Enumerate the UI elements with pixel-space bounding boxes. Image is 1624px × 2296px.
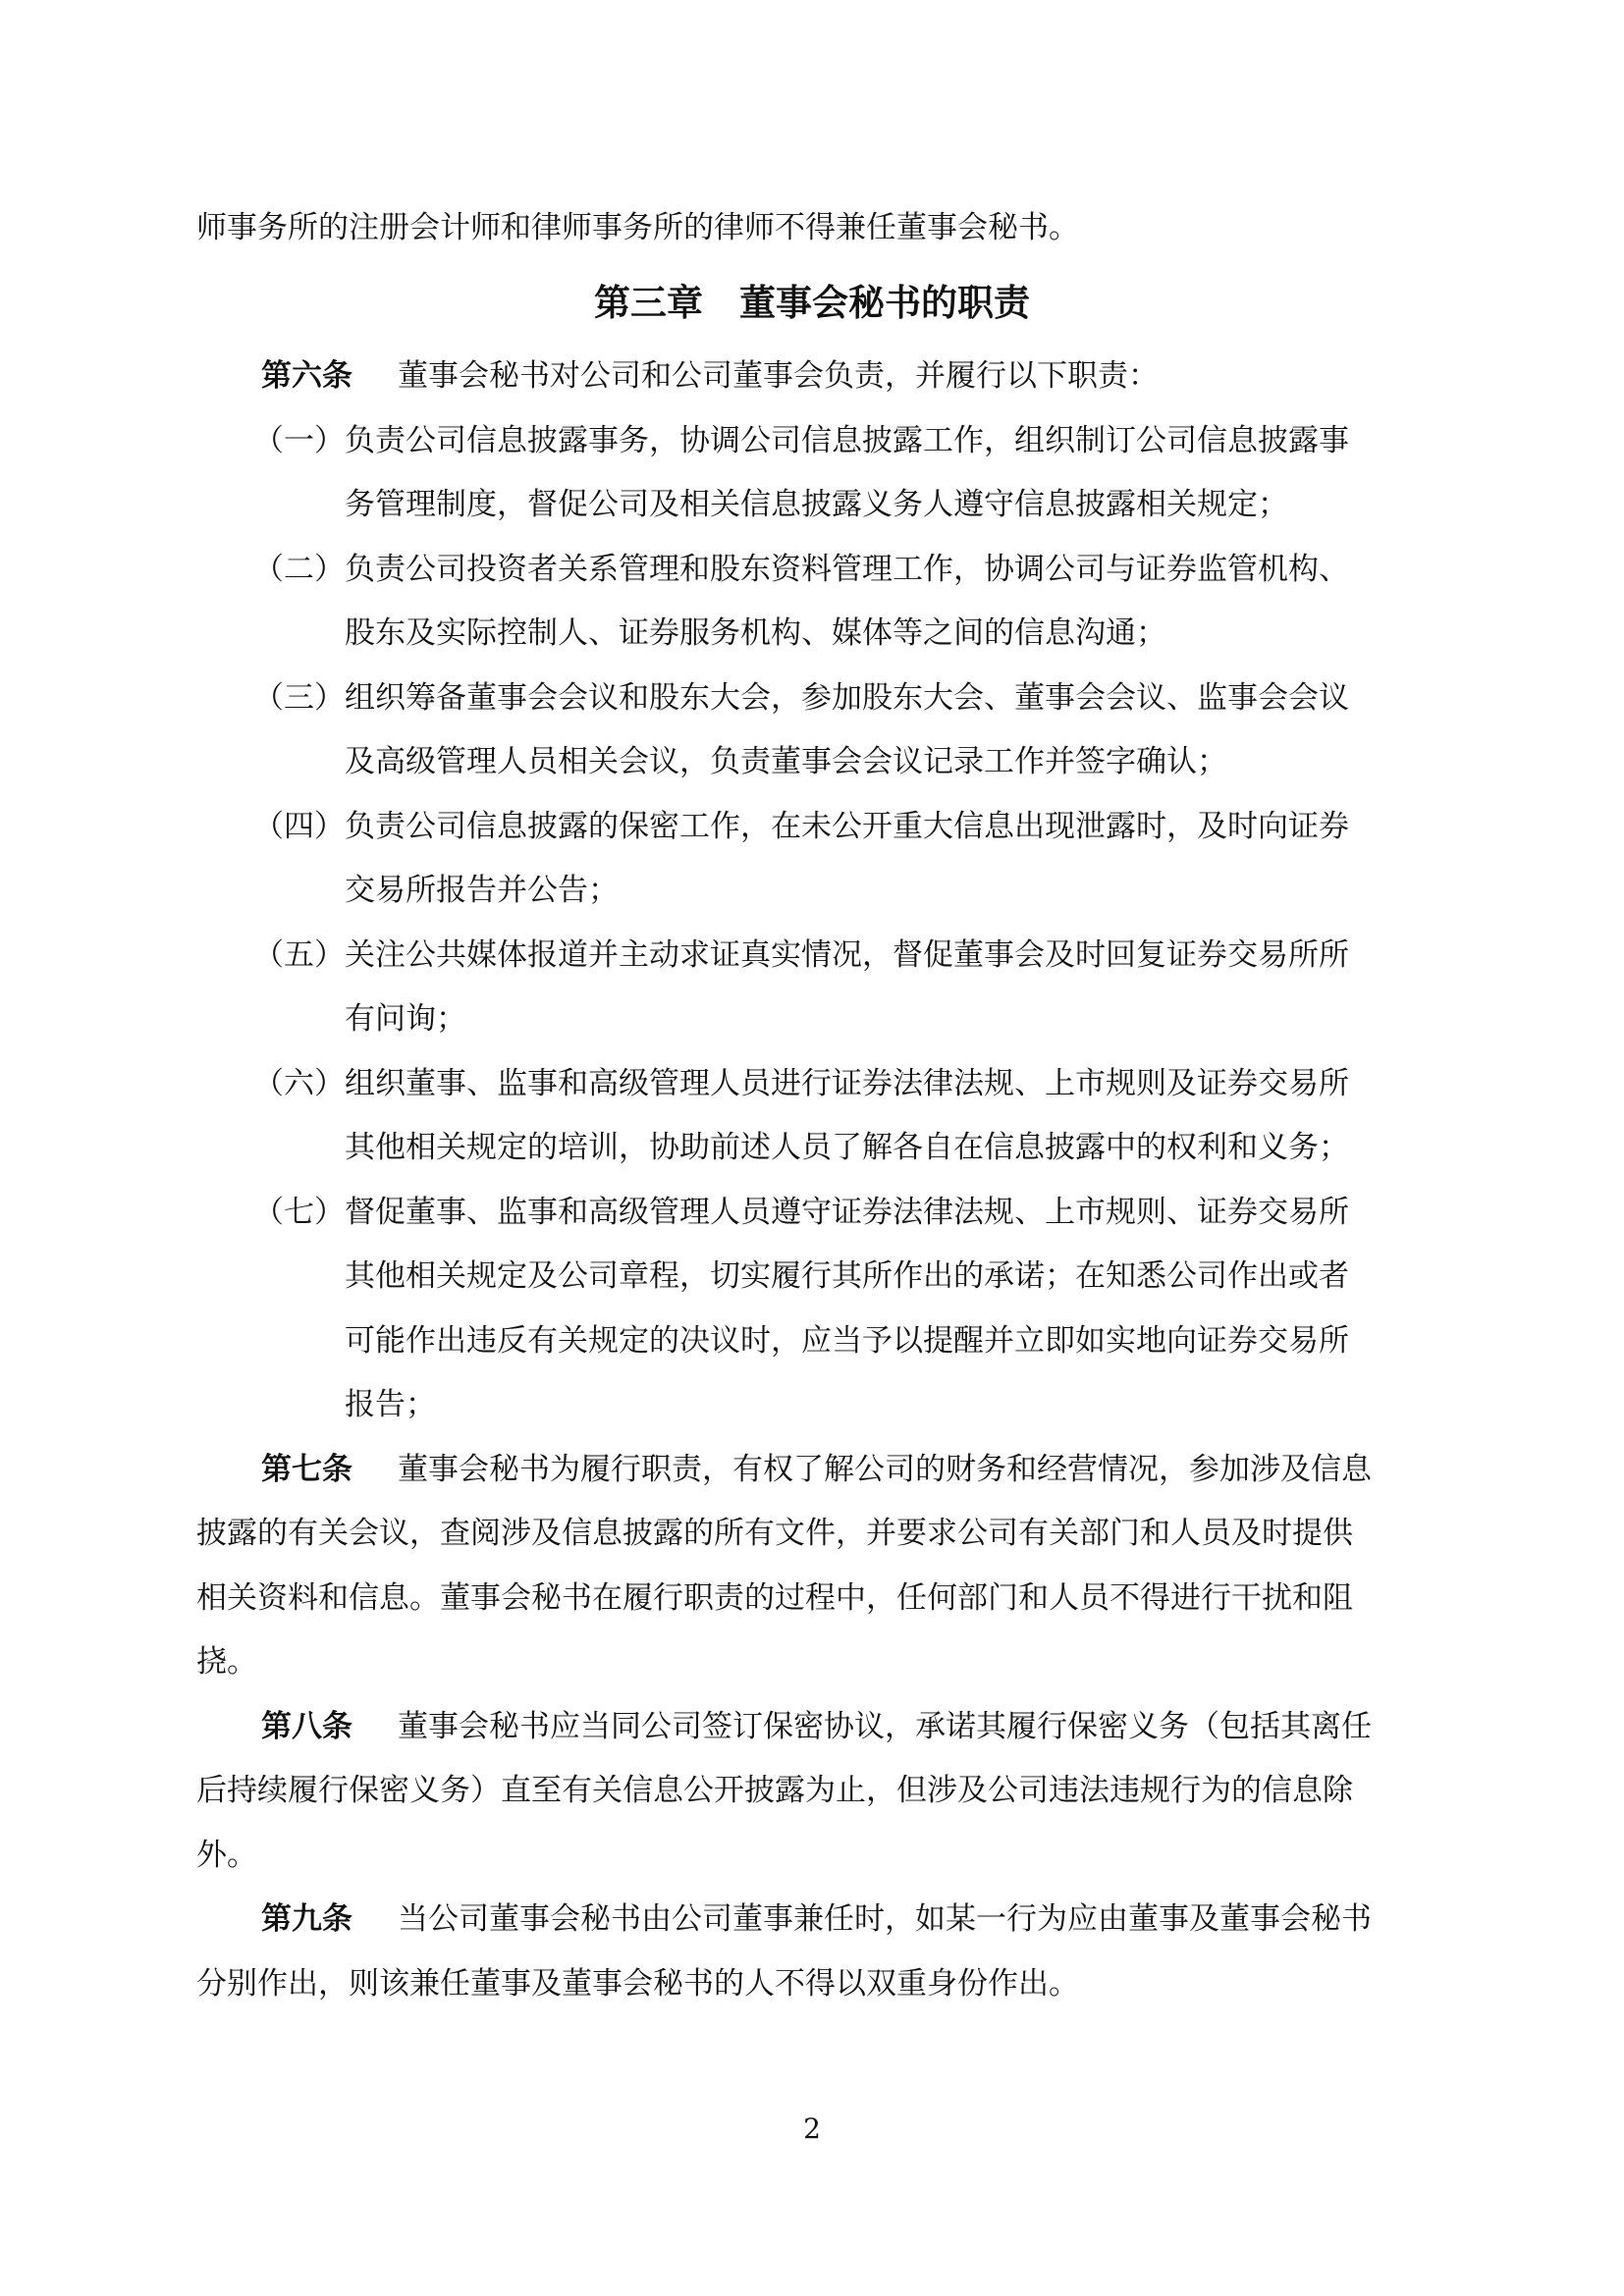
page-number: 2	[803, 2112, 821, 2145]
paragraph-line: 挠。	[196, 1644, 257, 1680]
article-9-text: 当公司董事会秘书由公司董事兼任时，如某一行为应由董事及董事会秘书	[398, 1901, 1372, 1937]
paragraph-line: 相关资料和信息。董事会秘书在履行职责的过程中，任何部门和人员不得进行干扰和阻	[196, 1580, 1353, 1616]
paragraph-line: 外。	[196, 1838, 257, 1873]
list-item-6: （六）组织董事、监事和高级管理人员进行证券法律法规、上市规则及证券交易所	[253, 1066, 1349, 1101]
list-item-3-cont: 及高级管理人员相关会议，负责董事会会议记录工作并签字确认；	[345, 744, 1227, 779]
article-8-label: 第八条	[261, 1709, 352, 1744]
list-item-7-cont: 报告；	[345, 1387, 436, 1422]
list-item-7-cont: 其他相关规定及公司章程，切实履行其所作出的承诺；在知悉公司作出或者	[345, 1258, 1349, 1294]
list-item-5: （五）关注公共媒体报道并主动求证真实情况，督促董事会及时回复证券交易所所	[253, 937, 1349, 973]
article-7	[261, 1450, 1372, 1489]
paragraph-line: 后持续履行保密义务）直至有关信息公开披露为止，但涉及公司违法违规行为的信息除	[196, 1773, 1353, 1808]
list-item-4-cont: 交易所报告并公告；	[345, 873, 619, 908]
list-item-1: （一）负责公司信息披露事务，协调公司信息披露工作，组织制订公司信息披露事	[253, 423, 1349, 458]
list-item-5-cont: 有问询；	[345, 1001, 466, 1037]
list-item-6-cont: 其他相关规定的培训，协助前述人员了解各自在信息披露中的权利和义务；	[345, 1130, 1349, 1165]
list-item-2-cont: 股东及实际控制人、证券服务机构、媒体等之间的信息沟通；	[345, 615, 1166, 651]
list-item-4: （四）负责公司信息披露的保密工作，在未公开重大信息出现泄露时，及时向证券	[253, 809, 1349, 844]
article-8-text: 董事会秘书应当同公司签订保密协议，承诺其履行保密义务（包括其离任	[398, 1709, 1372, 1744]
list-item-1-cont: 务管理制度，督促公司及相关信息披露义务人遵守信息披露相关规定；	[345, 487, 1288, 522]
paragraph-line: 师事务所的注册会计师和律师事务所的律师不得兼任董事会秘书。	[196, 210, 1079, 245]
chapter-heading: 第三章 董事会秘书的职责	[594, 282, 1030, 324]
article-9	[261, 1899, 1372, 1939]
paragraph-line: 披露的有关会议，查阅涉及信息披露的所有文件，并要求公司有关部门和人员及时提供	[196, 1516, 1353, 1551]
article-6-text: 董事会秘书对公司和公司董事会负责，并履行以下职责：	[398, 358, 1159, 394]
list-item-7-cont: 可能作出违反有关规定的决议时，应当予以提醒并立即如实地向证券交易所	[345, 1323, 1349, 1359]
list-item-3: （三）组织筹备董事会会议和股东大会，参加股东大会、董事会会议、监事会会议	[253, 680, 1349, 716]
article-8	[261, 1707, 1372, 1746]
article-6-label: 第六条	[261, 358, 352, 394]
article-6	[261, 356, 1159, 396]
article-7-label: 第七条	[261, 1452, 352, 1487]
article-9-label: 第九条	[261, 1901, 352, 1937]
article-7-text: 董事会秘书为履行职责，有权了解公司的财务和经营情况，参加涉及信息	[398, 1452, 1372, 1487]
list-item-7: （七）督促董事、监事和高级管理人员遵守证券法律法规、上市规则、证券交易所	[253, 1195, 1349, 1230]
list-item-2: （二）负责公司投资者关系管理和股东资料管理工作，协调公司与证券监管机构、	[253, 552, 1349, 587]
paragraph-line: 分别作出，则该兼任董事及董事会秘书的人不得以双重身份作出。	[196, 1966, 1079, 2002]
